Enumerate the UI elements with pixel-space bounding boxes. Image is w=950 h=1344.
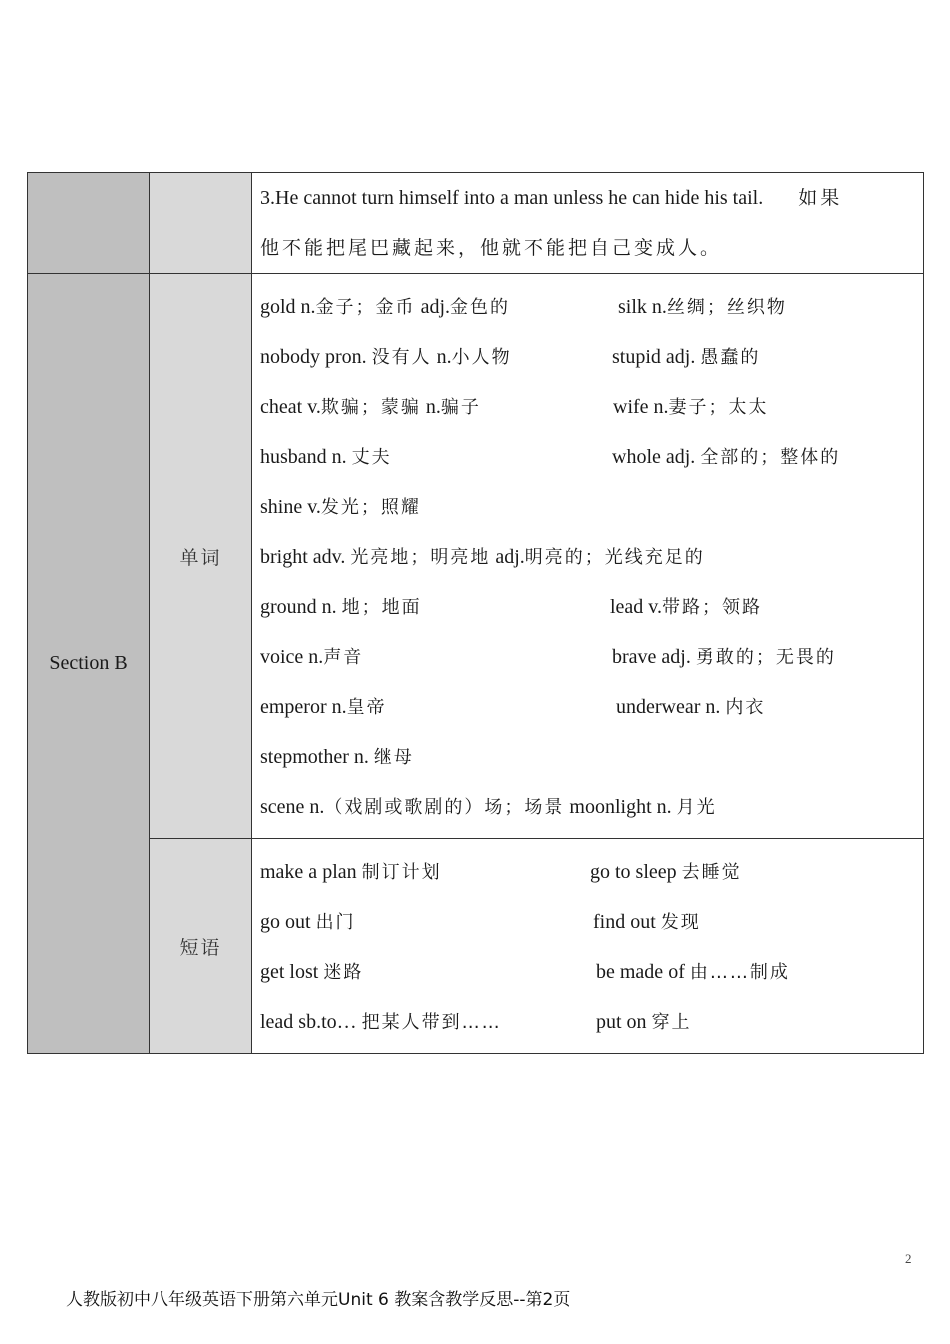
word-en: stepmother n. [260, 746, 374, 768]
vocabulary-table [27, 172, 924, 1054]
word-en: whole adj. [612, 446, 701, 468]
section-label: Section B [49, 652, 128, 674]
vocab-label-cell [150, 274, 252, 839]
word-cn: 皇帝 [346, 697, 387, 718]
phrase-en: make a plan [260, 861, 362, 883]
phrase-line [260, 947, 915, 997]
sentence-cell [252, 173, 924, 274]
word-en-extra: n. [420, 396, 441, 418]
phrase-right-entry [596, 947, 790, 998]
word-en: emperor n. [260, 696, 347, 718]
word-cn: 欺骗；蒙骗 [320, 397, 421, 418]
vocab-line [260, 482, 915, 532]
phrase-cn: 把某人带到…… [361, 1012, 502, 1033]
phrase-en: lead sb.to… [260, 1011, 362, 1033]
page-number: 2 [905, 1251, 912, 1266]
table-row [28, 839, 924, 1054]
vocab-right-entry [612, 432, 840, 483]
word-cn: 没有人 [371, 347, 432, 368]
vocab-line [260, 432, 915, 482]
word-cn: 声音 [323, 647, 364, 668]
vocab-line [260, 532, 915, 582]
phrase-right-entry [596, 997, 692, 1048]
phrase-right-entry [593, 897, 701, 948]
phrase-line [260, 897, 915, 947]
sentence-cn-part2: 他不能把尾巴藏起来，他就不能把自己变成人。 [260, 237, 723, 259]
word-cn: 光亮地；明亮地 [350, 547, 491, 568]
word-cn: 丝绸；丝织物 [666, 297, 787, 318]
word-cn: 金子；金币 [315, 297, 416, 318]
phrase-list [252, 839, 923, 1053]
word-cn: 地；地面 [341, 597, 422, 618]
vocab-right-entry [616, 682, 765, 733]
word-cn: 丈夫 [351, 447, 392, 468]
word-en: stupid adj. [612, 346, 701, 368]
sentence-line-2 [260, 223, 915, 273]
vocab-line [260, 632, 915, 682]
phrase-en: find out [593, 911, 661, 933]
phrase-cn: 去睡觉 [681, 862, 742, 883]
word-cn: 继母 [373, 747, 414, 768]
word-en: ground n. [260, 596, 342, 618]
word-en: voice n. [260, 646, 324, 668]
word-cn: 妻子；太太 [668, 397, 769, 418]
table-row [28, 274, 924, 839]
word-en: cheat v. [260, 396, 321, 418]
word-en: gold n. [260, 296, 316, 318]
phrase-line [260, 847, 915, 897]
section-cell-empty [28, 173, 150, 274]
word-en-extra: moonlight n. [564, 796, 677, 818]
vocab-right-entry [613, 382, 769, 433]
vocab-line [260, 682, 915, 732]
section-label-cell [28, 274, 150, 1054]
phrase-cn: 制订计划 [361, 862, 442, 883]
word-en: brave adj. [612, 646, 696, 668]
phrase-en: be made of [596, 961, 690, 983]
phrase-cn: 发现 [660, 912, 701, 933]
table-row [28, 173, 924, 274]
phrase-cn: 穿上 [651, 1012, 692, 1033]
phrase-en: get lost [260, 961, 324, 983]
vocab-label: 单词 [179, 546, 222, 569]
word-en: lead v. [610, 596, 663, 618]
word-cn: 内衣 [725, 697, 766, 718]
category-cell-empty [150, 173, 252, 274]
vocab-right-entry [612, 332, 760, 383]
vocab-list [252, 274, 923, 838]
word-en: bright adv. [260, 546, 351, 568]
phrase-cn: 出门 [315, 912, 356, 933]
word-cn-extra: 明亮的；光线充足的 [524, 547, 705, 568]
word-cn: 愚蠢的 [700, 347, 761, 368]
word-cn: 勇敢的；无畏的 [695, 647, 836, 668]
word-en: husband n. [260, 446, 352, 468]
word-cn: 发光；照耀 [320, 497, 421, 518]
sentence-cn-part1: 如果 [798, 187, 843, 209]
phrase-label: 短语 [179, 936, 222, 959]
vocab-line [260, 582, 915, 632]
word-en-extra: adj. [415, 296, 450, 318]
sentence-en: 3.He cannot turn himself into a man unless he can hide his tail. [260, 187, 764, 209]
vocab-right-entry [612, 632, 836, 683]
word-en: scene n. [260, 796, 325, 818]
phrase-cn: 迷路 [323, 962, 364, 983]
phrase-label-cell [150, 839, 252, 1054]
vocab-right-entry [610, 582, 762, 633]
vocab-line [260, 732, 915, 782]
word-en-extra: n. [431, 346, 452, 368]
word-en: underwear n. [616, 696, 726, 718]
word-en-extra: adj. [490, 546, 525, 568]
word-en: shine v. [260, 496, 321, 518]
vocab-right-entry [618, 282, 787, 333]
phrase-line [260, 997, 915, 1047]
word-cn-extra: 小人物 [451, 347, 512, 368]
word-cn-extra: 月光 [676, 797, 717, 818]
page-footer: 人教版初中八年级英语下册第六单元Unit 6 教案含教学反思--第2页 [66, 1290, 571, 1310]
word-cn-extra: 骗子 [440, 397, 481, 418]
phrase-content-cell [252, 839, 924, 1054]
vocab-line [260, 332, 915, 382]
word-cn-extra: 金色的 [450, 297, 510, 318]
word-en: wife n. [613, 396, 669, 418]
phrase-cn: 由……制成 [689, 962, 790, 983]
phrase-en: go out [260, 911, 316, 933]
vocab-content-cell [252, 274, 924, 839]
phrase-en: go to sleep [590, 861, 682, 883]
word-cn: 全部的；整体的 [700, 447, 841, 468]
word-cn: （戏剧或歌剧的）场；场景 [324, 797, 565, 818]
word-cn: 带路；领路 [662, 597, 763, 618]
phrase-right-entry [590, 847, 742, 898]
vocab-line [260, 382, 915, 432]
sentence-line-1 [260, 173, 915, 223]
vocab-line [260, 782, 915, 832]
word-en: nobody pron. [260, 346, 372, 368]
word-en: silk n. [618, 296, 667, 318]
phrase-en: put on [596, 1011, 652, 1033]
vocab-line [260, 282, 915, 332]
